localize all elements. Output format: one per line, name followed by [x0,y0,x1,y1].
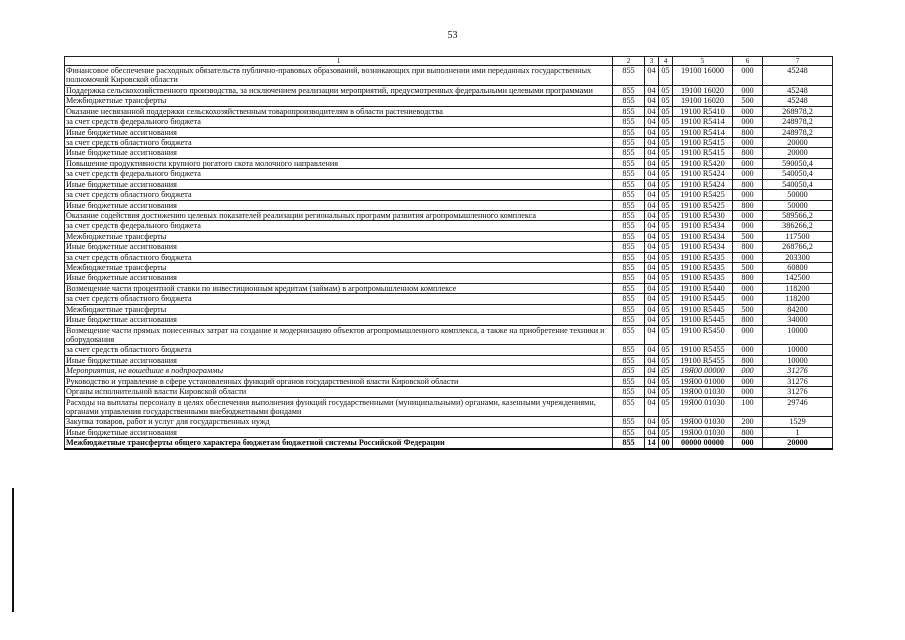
amount: 268978,2 [763,106,833,116]
amount: 1 [763,427,833,437]
amount: 45248 [763,96,833,106]
amount: 50000 [763,200,833,210]
table-row [65,427,833,437]
target-article-code: 19100 R5455 [673,355,733,365]
row-description: Иные бюджетные ассигнования [65,427,613,437]
header-cell: 7 [763,57,833,66]
table-row [65,169,833,179]
amount: 50000 [763,190,833,200]
budget-table [64,56,833,450]
subsection-code: 05 [659,376,673,386]
table-row [65,158,833,168]
table-row [65,325,833,345]
section-code: 04 [645,106,659,116]
expense-type-code: 000 [733,325,763,345]
subsection-code: 05 [659,200,673,210]
row-description: Руководство и управление в сфере установленных функций органов государственной власти Кировской области [65,376,613,386]
ministry-code: 855 [613,138,645,148]
amount: 45248 [763,66,833,86]
amount: 268766,2 [763,242,833,252]
table-row [65,210,833,220]
target-article-code: 19100 R5425 [673,190,733,200]
amount: 540050,4 [763,169,833,179]
ministry-code: 855 [613,117,645,127]
header-cell: 3 [645,57,659,66]
expense-type-code: 000 [733,138,763,148]
subsection-code: 05 [659,169,673,179]
table-row [65,96,833,106]
section-code: 04 [645,263,659,273]
amount: 20000 [763,138,833,148]
subsection-code: 00 [659,438,673,449]
expense-type-code: 500 [733,263,763,273]
ministry-code: 855 [613,252,645,262]
subsection-code: 05 [659,96,673,106]
amount: 10000 [763,325,833,345]
page-number: 53 [447,30,458,41]
target-article-code: 19100 R5434 [673,221,733,231]
expense-type-code: 000 [733,252,763,262]
target-article-code: 19100 R5415 [673,138,733,148]
subsection-code: 05 [659,417,673,427]
section-code: 04 [645,242,659,252]
section-code: 04 [645,85,659,95]
subsection-code: 05 [659,294,673,304]
expense-type-code: 000 [733,169,763,179]
section-code: 04 [645,345,659,355]
target-article-code: 19100 R5435 [673,263,733,273]
subsection-code: 05 [659,427,673,437]
row-description: Межбюджетные трансферты общего характера бюджетам бюджетной системы Российской Федерации [65,438,613,449]
subsection-code: 05 [659,210,673,220]
expense-type-code: 800 [733,427,763,437]
row-description: Иные бюджетные ассигнования [65,242,613,252]
target-article-code: 19100 R5425 [673,200,733,210]
ministry-code: 855 [613,283,645,293]
ministry-code: 855 [613,85,645,95]
table-row [65,231,833,241]
table-row [65,127,833,137]
amount: 20000 [763,148,833,158]
target-article-code: 00000 00000 [673,438,733,449]
row-description: Иные бюджетные ассигнования [65,148,613,158]
amount: 589566,2 [763,210,833,220]
table-row [65,387,833,397]
table-row [65,85,833,95]
section-code: 04 [645,127,659,137]
expense-type-code: 000 [733,210,763,220]
target-article-code: 19100 R5415 [673,148,733,158]
row-description: за счет средств областного бюджета [65,190,613,200]
section-code: 04 [645,355,659,365]
row-description: Иные бюджетные ассигнования [65,355,613,365]
row-description: за счет средств федерального бюджета [65,221,613,231]
ministry-code: 855 [613,315,645,325]
ministry-code: 855 [613,355,645,365]
target-article-code: 19100 R5434 [673,242,733,252]
section-code: 04 [645,96,659,106]
subsection-code: 05 [659,127,673,137]
table-row [65,221,833,231]
ministry-code: 855 [613,417,645,427]
row-description: за счет средств федерального бюджета [65,117,613,127]
section-code: 04 [645,304,659,314]
ministry-code: 855 [613,387,645,397]
target-article-code: 19100 16000 [673,66,733,86]
expense-type-code: 000 [733,85,763,95]
expense-type-code: 800 [733,148,763,158]
expense-type-code: 500 [733,231,763,241]
target-article-code: 19100 R5435 [673,252,733,262]
table-row [65,66,833,86]
row-description: Оказание содействия достижению целевых показателей реализации региональных программ развития агропромышленного комплекса [65,210,613,220]
target-article-code: 19Я00 01030 [673,417,733,427]
amount: 142500 [763,273,833,283]
expense-type-code: 800 [733,355,763,365]
ministry-code: 855 [613,190,645,200]
subsection-code: 05 [659,242,673,252]
target-article-code: 19100 R5435 [673,273,733,283]
row-description: Расходы на выплаты персоналу в целях обеспечения выполнения функций государственными (муниципальными) органами, казенными учреждениями, органами управления государственными внебюджетными фондами [65,397,613,417]
section-code: 04 [645,283,659,293]
table-row [65,273,833,283]
row-description: Межбюджетные трансферты [65,263,613,273]
ministry-code: 855 [613,438,645,449]
row-description: Органы исполнительной власти Кировской области [65,387,613,397]
amount: 10000 [763,355,833,365]
expense-type-code: 100 [733,397,763,417]
margin-rule [12,488,14,612]
section-code: 04 [645,66,659,86]
section-code: 04 [645,376,659,386]
expense-type-code: 800 [733,179,763,189]
subsection-code: 05 [659,366,673,376]
target-article-code: 19Я00 01030 [673,387,733,397]
subsection-code: 05 [659,85,673,95]
section-code: 04 [645,273,659,283]
subsection-code: 05 [659,387,673,397]
table-row [65,417,833,427]
expense-type-code: 800 [733,200,763,210]
subsection-code: 05 [659,345,673,355]
expense-type-code: 800 [733,315,763,325]
amount: 31276 [763,366,833,376]
ministry-code: 855 [613,427,645,437]
amount: 540050,4 [763,179,833,189]
header-cell: 2 [613,57,645,66]
ministry-code: 855 [613,210,645,220]
row-description: Возмещение части процентной ставки по инвестиционным кредитам (займам) в агропромышленном комплексе [65,283,613,293]
subsection-code: 05 [659,325,673,345]
section-code: 04 [645,252,659,262]
subsection-code: 05 [659,158,673,168]
section-code: 04 [645,138,659,148]
subsection-code: 05 [659,355,673,365]
amount: 20000 [763,438,833,449]
row-description: Иные бюджетные ассигнования [65,179,613,189]
table-row [65,283,833,293]
row-description: за счет средств областного бюджета [65,252,613,262]
section-code: 04 [645,387,659,397]
section-code: 04 [645,366,659,376]
target-article-code: 19100 R5420 [673,158,733,168]
section-code: 04 [645,294,659,304]
table-row [65,263,833,273]
section-code: 04 [645,158,659,168]
header-cell: 6 [733,57,763,66]
target-article-code: 19100 R5414 [673,117,733,127]
ministry-code: 855 [613,304,645,314]
ministry-code: 855 [613,242,645,252]
subsection-code: 05 [659,106,673,116]
table-row [65,200,833,210]
subsection-code: 05 [659,148,673,158]
header-cell: 5 [673,57,733,66]
subsection-code: 05 [659,66,673,86]
row-description: Мероприятия, не вошедшие в подпрограммы [65,366,613,376]
subsection-code: 05 [659,252,673,262]
ministry-code: 855 [613,158,645,168]
ministry-code: 855 [613,376,645,386]
expense-type-code: 800 [733,127,763,137]
target-article-code: 19Я00 01030 [673,397,733,417]
ministry-code: 855 [613,231,645,241]
table-row [65,106,833,116]
table-row [65,242,833,252]
amount: 248978,2 [763,117,833,127]
row-description: за счет средств областного бюджета [65,345,613,355]
section-code: 04 [645,231,659,241]
expense-type-code: 000 [733,221,763,231]
row-description: Иные бюджетные ассигнования [65,127,613,137]
section-code: 04 [645,179,659,189]
target-article-code: 19100 16020 [673,96,733,106]
row-description: Иные бюджетные ассигнования [65,200,613,210]
table-row [65,304,833,314]
expense-type-code: 000 [733,387,763,397]
row-description: Межбюджетные трансферты [65,96,613,106]
ministry-code: 855 [613,294,645,304]
subsection-code: 05 [659,117,673,127]
table-row [65,315,833,325]
subsection-code: 05 [659,231,673,241]
table-row [65,179,833,189]
table-row [65,397,833,417]
expense-type-code: 800 [733,242,763,252]
header-cell: 1 [65,57,613,66]
target-article-code: 19Я00 01030 [673,427,733,437]
table-row [65,355,833,365]
target-article-code: 19100 R5424 [673,179,733,189]
table-row [65,366,833,376]
ministry-code: 855 [613,273,645,283]
target-article-code: 19100 R5414 [673,127,733,137]
expense-type-code: 000 [733,345,763,355]
table-row [65,345,833,355]
subsection-code: 05 [659,397,673,417]
amount: 386266,2 [763,221,833,231]
target-article-code: 19100 16020 [673,85,733,95]
section-code: 04 [645,397,659,417]
table-row [65,117,833,127]
row-description: за счет средств областного бюджета [65,138,613,148]
section-code: 04 [645,148,659,158]
section-code: 04 [645,325,659,345]
section-code: 14 [645,438,659,449]
row-description: Иные бюджетные ассигнования [65,315,613,325]
target-article-code: 19100 R5450 [673,325,733,345]
expense-type-code: 000 [733,283,763,293]
expense-type-code: 000 [733,66,763,86]
row-description: Возмещение части прямых понесенных затрат на создание и модернизацию объектов агропромышленного комплекса, а также на приобретение техники и оборудования [65,325,613,345]
row-description: Повышение продуктивности крупного рогатого скота молочного направления [65,158,613,168]
expense-type-code: 000 [733,117,763,127]
subsection-code: 05 [659,138,673,148]
table-row [65,376,833,386]
target-article-code: 19100 R5455 [673,345,733,355]
subsection-code: 05 [659,190,673,200]
expense-type-code: 000 [733,438,763,449]
table-row [65,438,833,449]
amount: 29746 [763,397,833,417]
row-description: Закупка товаров, работ и услуг для государственных нужд [65,417,613,427]
section-code: 04 [645,315,659,325]
expense-type-code: 000 [733,158,763,168]
table-row [65,294,833,304]
expense-type-code: 500 [733,304,763,314]
table-row [65,148,833,158]
row-description: Финансовое обеспечение расходных обязательств публично-правовых образований, возникающих при выполнении ими переданных государственных полномочий Кировской области [65,66,613,86]
amount: 590050,4 [763,158,833,168]
subsection-code: 05 [659,273,673,283]
expense-type-code: 000 [733,376,763,386]
row-description: за счет средств федерального бюджета [65,169,613,179]
amount: 10000 [763,345,833,355]
row-description: Межбюджетные трансферты [65,231,613,241]
expense-type-code: 000 [733,294,763,304]
amount: 31276 [763,387,833,397]
ministry-code: 855 [613,200,645,210]
ministry-code: 855 [613,96,645,106]
target-article-code: 19100 R5440 [673,283,733,293]
amount: 203300 [763,252,833,262]
section-code: 04 [645,427,659,437]
amount: 1529 [763,417,833,427]
row-description: Межбюджетные трансферты [65,304,613,314]
subsection-code: 05 [659,179,673,189]
target-article-code: 19Я00 00000 [673,366,733,376]
row-description: Поддержка сельскохозяйственного производства, за исключением реализации мероприятий, предусмотренных федеральными целевыми программами [65,85,613,95]
amount: 31276 [763,376,833,386]
expense-type-code: 800 [733,273,763,283]
ministry-code: 855 [613,179,645,189]
target-article-code: 19100 R5424 [673,169,733,179]
section-code: 04 [645,169,659,179]
target-article-code: 19100 R5445 [673,294,733,304]
subsection-code: 05 [659,263,673,273]
amount: 45248 [763,85,833,95]
section-code: 04 [645,210,659,220]
ministry-code: 855 [613,397,645,417]
target-article-code: 19100 R5445 [673,304,733,314]
amount: 34000 [763,315,833,325]
subsection-code: 05 [659,283,673,293]
ministry-code: 855 [613,366,645,376]
table-row [65,190,833,200]
section-code: 04 [645,417,659,427]
expense-type-code: 000 [733,106,763,116]
ministry-code: 855 [613,221,645,231]
ministry-code: 855 [613,148,645,158]
ministry-code: 855 [613,127,645,137]
section-code: 04 [645,190,659,200]
section-code: 04 [645,117,659,127]
row-description: за счет средств областного бюджета [65,294,613,304]
ministry-code: 855 [613,325,645,345]
section-code: 04 [645,200,659,210]
amount: 118200 [763,283,833,293]
table-row [65,252,833,262]
target-article-code: 19100 R5434 [673,231,733,241]
amount: 60800 [763,263,833,273]
row-description: Иные бюджетные ассигнования [65,273,613,283]
subsection-code: 05 [659,315,673,325]
target-article-code: 19Я00 01000 [673,376,733,386]
header-cell: 4 [659,57,673,66]
target-article-code: 19100 R5445 [673,315,733,325]
expense-type-code: 000 [733,366,763,376]
ministry-code: 855 [613,106,645,116]
expense-type-code: 200 [733,417,763,427]
section-code: 04 [645,221,659,231]
ministry-code: 855 [613,169,645,179]
amount: 118200 [763,294,833,304]
ministry-code: 855 [613,345,645,355]
amount: 117500 [763,231,833,241]
target-article-code: 19100 R5430 [673,210,733,220]
ministry-code: 855 [613,263,645,273]
expense-type-code: 500 [733,96,763,106]
row-description: Оказание несвязанной поддержки сельскохозяйственным товаропроизводителям в области растениеводства [65,106,613,116]
amount: 84200 [763,304,833,314]
subsection-code: 05 [659,221,673,231]
subsection-code: 05 [659,304,673,314]
expense-type-code: 000 [733,190,763,200]
ministry-code: 855 [613,66,645,86]
amount: 248978,2 [763,127,833,137]
target-article-code: 19100 R5410 [673,106,733,116]
header-row [65,57,833,66]
table-row [65,138,833,148]
